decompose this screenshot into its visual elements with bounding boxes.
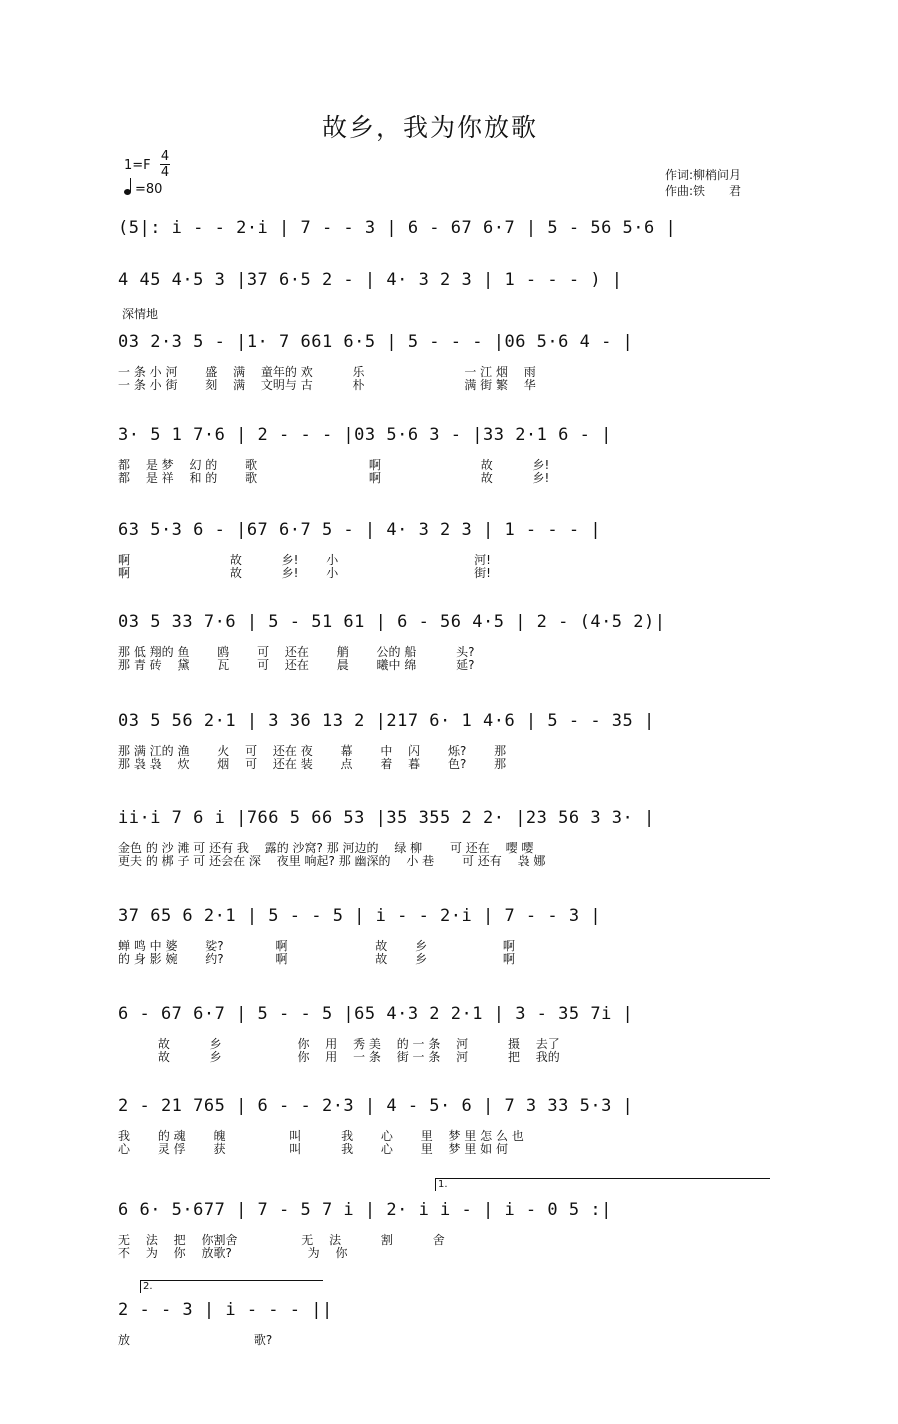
quarter-note-icon [124,189,131,195]
expression-marking: 深情地 [122,307,159,321]
notation-line: (5|: i - - 2·i | 7 - - 3 | 6 - 67 6·7 | 5 - 56 5·6 | [118,218,677,238]
notation-line: 4 45 4·5 3 |37 6·5 2 - | 4· 3 2 3 | 1 - - - ) | [118,270,623,290]
song-title: 故乡，我为你放歌 [321,113,538,142]
lyric-verse-1: 那 满 江的 渔 火 可 还在 夜 幕 中 闪 烁? 那 [118,744,507,758]
notation-line: 63 5·3 6 - |67 6·7 5 - | 4· 3 2 3 | 1 - - - | [118,520,602,540]
tempo-marking: =80 [124,182,162,197]
volta-1: 1. [435,1178,770,1191]
notation-line: 03 2·3 5 - |1· 7 661 6·5 | 5 - - - |06 5·6 4 - | [118,332,634,352]
lyric-verse-2: 一 条 小 街 刻 满 文明与 古 朴 满 街 繁 华 [118,378,536,392]
volta-2: 2. [140,1280,323,1293]
notation-line: 2 - - 3 | i - - - || [118,1300,333,1320]
lyric-verse-1: 都 是 梦 幻 的 歌 啊 故 乡! [118,458,550,472]
notation-line: 37 65 6 2·1 | 5 - - 5 | i - - 2·i | 7 - - 3 | [118,906,602,926]
notation-line: 3· 5 1 7·6 | 2 - - - |03 5·6 3 - |33 2·1 6 - | [118,425,612,445]
notation-line: 6 - 67 6·7 | 5 - - 5 |65 4·3 2 2·1 | 3 - 35 7i | [118,1004,634,1024]
lyric-verse-1: 我 的 魂 魄 叫 我 心 里 梦 里 怎 么 也 [118,1129,524,1143]
lyric-verse-1: 蝉 鸣 中 婆 娑? 啊 故 乡 啊 [118,939,515,953]
lyric-verse-1: 一 条 小 河 盛 满 童年的 欢 乐 一 江 烟 雨 [118,365,536,379]
lyric-verse-2: 不 为 你 放歌? 为 你 [118,1246,348,1260]
time-signature [160,150,170,179]
lyric-verse-2: 那 袅 袅 炊 烟 可 还在 装 点 着 暮 色? 那 [118,757,507,771]
meter-bottom: 4 [160,165,170,180]
key-signature: 1=F [124,158,151,173]
notation-line: 03 5 56 2·1 | 3 36 13 2 |217 6· 1 4·6 | 5 - - 35 | [118,711,655,731]
meter-top: 4 [160,149,170,164]
notation-line: ii·i 7 6 i |766 5 66 53 |35 355 2 2· |23 56 3 3· | [118,808,655,828]
lyric-verse-2: 都 是 祥 和 的 歌 啊 故 乡! [118,471,550,485]
lyric-verse-1: 无 法 把 你割舍 无 法 割 舍 [118,1233,445,1247]
lyric-verse-1: 金色 的 沙 滩 可 还有 我 露的 沙窝? 那 河边的 绿 柳 可 还在 嘤 嘤 [118,841,534,855]
lyric-verse-1: 放 歌? [118,1333,273,1347]
notation-line: 03 5 33 7·6 | 5 - 51 61 | 6 - 56 4·5 | 2 - (4·5 2)| [118,612,666,632]
lyric-verse-1: 啊 故 乡! 小 河! [118,553,491,567]
lyricist-credit: 作词:柳梢问月 [665,168,742,182]
notation-line: 2 - 21 765 | 6 - - 2·3 | 4 - 5· 6 | 7 3 33 5·3 | [118,1096,634,1116]
lyric-verse-1: 那 低 翔的 鱼 鸥 可 还在 艄 公的 船 头? [118,645,475,659]
lyric-verse-2: 故 乡 你 用 一 条 街 一 条 河 把 我的 [118,1050,560,1064]
lyric-verse-2: 更夫 的 梆 子 可 还会在 深 夜里 响起? 那 幽深的 小 巷 可 还有 袅 娜 [118,854,546,868]
notation-line: 6 6· 5·677 | 7 - 5 7 i | 2· i i - | i - 0 5 :| [118,1200,612,1220]
lyric-verse-2: 那 青 砖 黛 瓦 可 还在 晨 曦中 绵 延? [118,658,475,672]
lyric-verse-2: 心 灵 俘 获 叫 我 心 里 梦 里 如 何 [118,1142,508,1156]
lyric-verse-1: 故 乡 你 用 秀 美 的 一 条 河 摄 去了 [118,1037,560,1051]
lyric-verse-2: 啊 故 乡! 小 街! [118,566,491,580]
lyric-verse-2: 的 身 影 婉 约? 啊 故 乡 啊 [118,952,515,966]
composer-credit: 作曲:铁 君 [665,184,742,198]
